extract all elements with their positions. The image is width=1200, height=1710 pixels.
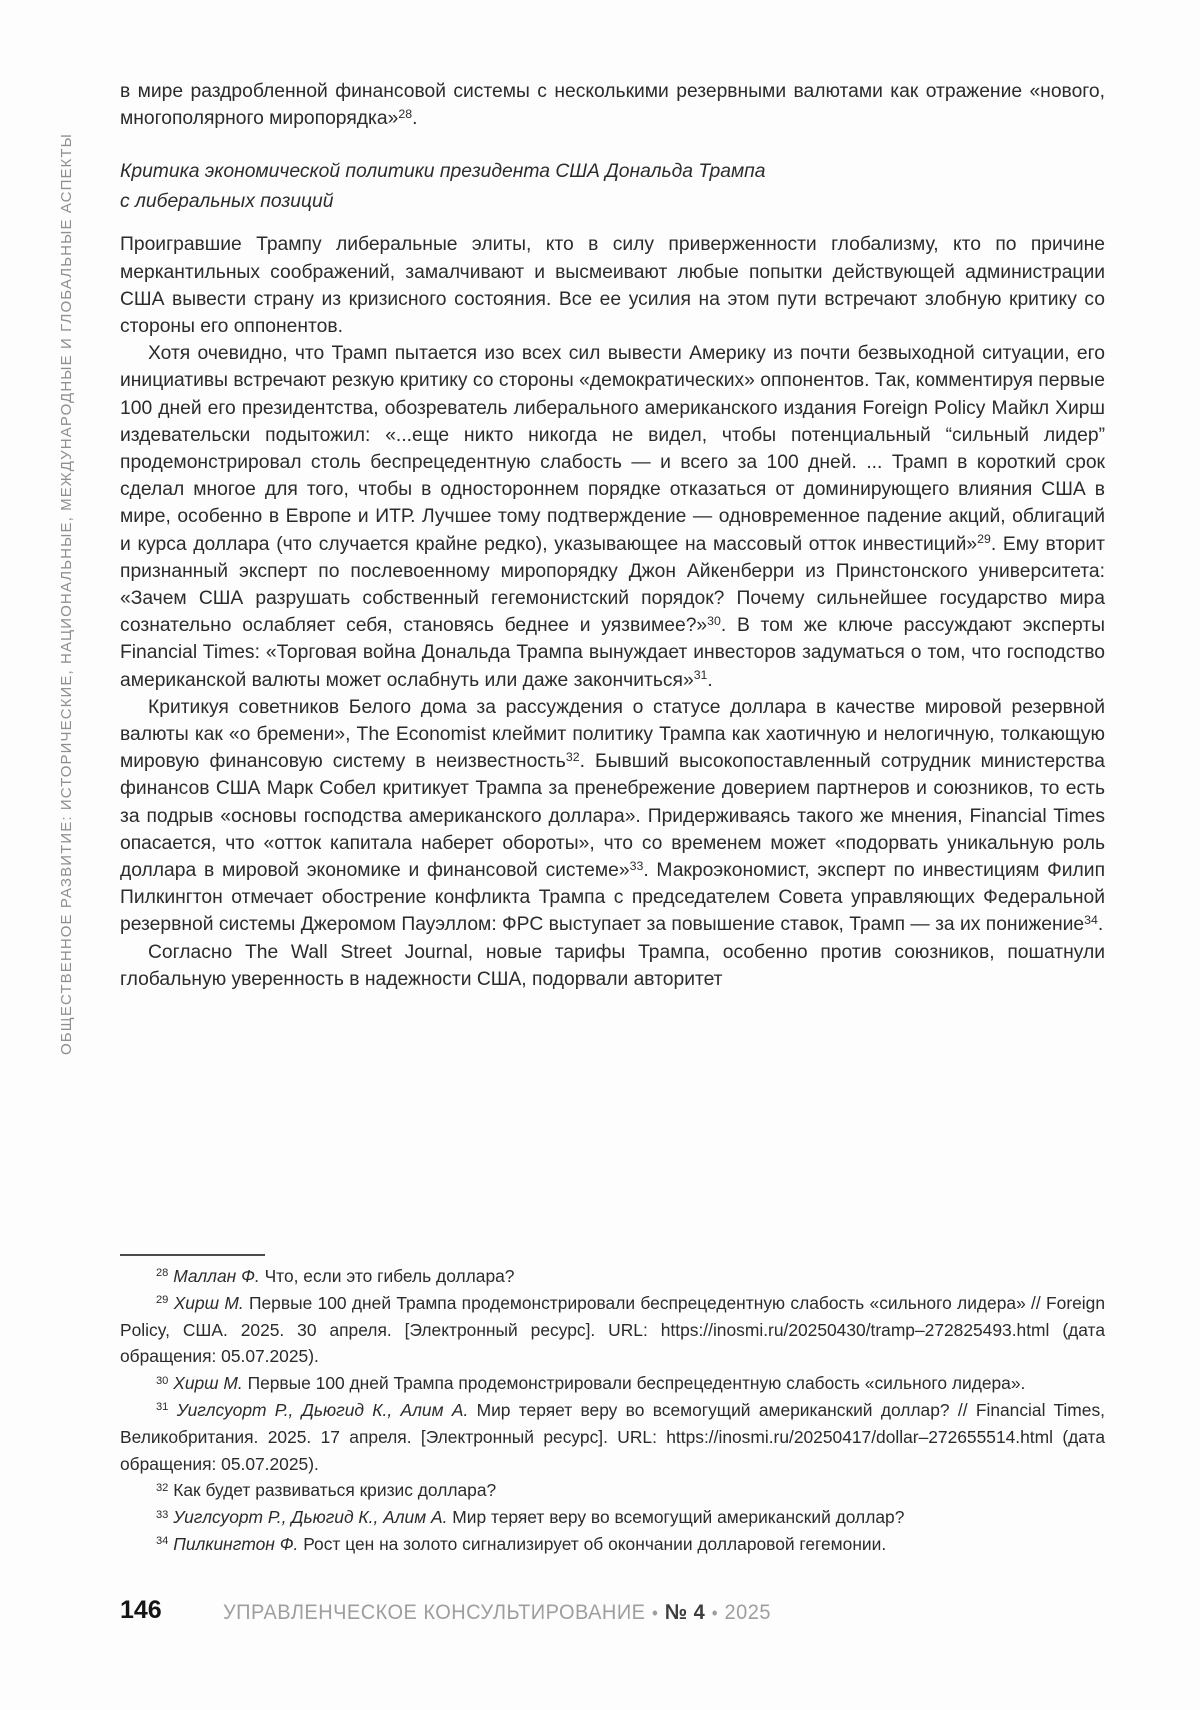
footnote-text: Как будет развиваться кризис доллара? [173, 1480, 497, 1501]
footnote-author: Уиглсуорт Р., Дьюгид К., Алим А. [176, 1399, 469, 1420]
text-run: . Макроэкономист, эксперт по инвестициям Филип Пилкингтон отмечает обострение конфликта Трампа с председателем Совета управляющих Федеральной резервной системы Джеромом Пауэллом: ФРС выступает за повышение ставок, Трамп — за их понижение [120, 860, 1106, 936]
footnote [120, 1263, 1105, 1290]
footnote-author: Маллан Ф. [173, 1266, 260, 1286]
footer-separator-dot: • [711, 1603, 719, 1623]
footnote [120, 1370, 1105, 1397]
journal-title: УПРАВЛЕНЧЕСКОЕ КОНСУЛЬТИРОВАНИЕ [223, 1600, 646, 1624]
footnote-marker: 33 [156, 1508, 169, 1521]
journal-issue-number: № 4 [664, 1600, 706, 1624]
text-run: с либеральных позиций [120, 191, 334, 213]
footnote-reference: 34 [1084, 913, 1098, 928]
footnote-text: Рост цен на золото сигнализирует об окончании долларовой гегемонии. [303, 1533, 887, 1554]
text-run: . Ему вторит признанный эксперт по послевоенному миропорядку Джон Айкенберри из Принстонского университета: «Зачем США разрушать собственный гегемонистский порядок? Почему сильнейшее государство мира сознательно ослабляет себя, становясь беднее и уязвимее?» [120, 533, 1105, 637]
article-text [120, 78, 1105, 993]
footnote-reference: 28 [398, 107, 413, 122]
sidebar-section-title: ОБЩЕСТВЕННОЕ РАЗВИТИЕ: ИСТОРИЧЕСКИЕ, НАЦИОНАЛЬНЫЕ, МЕЖДУНАРОДНЫЕ И ГЛОБАЛЬНЫЕ АСПЕКТЫ [58, 132, 75, 1055]
text-run: . В том же ключе рассуждают эксперты Financial Times: «Торговая война Дональда Трампа вынуждает инвесторов задуматься о том, что господство американской валюты может ослабнуть или даже закончиться» [120, 615, 1105, 691]
footnote [120, 1477, 1105, 1504]
footnote-marker: 30 [156, 1374, 169, 1387]
footer-separator-dot: • [651, 1603, 659, 1623]
footnote-author: Пилкингтон Ф. [173, 1533, 299, 1554]
footnote-reference: 33 [629, 858, 644, 873]
journal-year: 2025 [724, 1600, 771, 1624]
text-run: . [412, 108, 418, 130]
footnote-reference: 32 [565, 750, 580, 765]
footnote-text: Что, если это гибель доллара? [264, 1266, 515, 1286]
footnote-text: Первые 100 дней Трампа продемонстрировали беспрецедентную слабость «сильного лидера». [247, 1373, 1026, 1394]
footnotes-block [120, 1254, 1105, 1558]
text-run: Критикуя советников Белого дома за рассуждения о статусе доллара в качестве мировой резервной валюты как «о бремени», The Economist клеймит политику Трампа как хаотичную и нелогичную, толкающую мировую финансовую систему в неизвестность [120, 696, 1105, 773]
paragraph [120, 78, 1105, 132]
footnote-text: Мир теряет веру во всемогущий американский доллар? // Financial Times, Великобритания. 2025. 17 апреля. [Электронный ресурс]. URL: https://inosmi.ru/20250417/dollar–272655514.html (дата обращения: 05.07.2025). [120, 1399, 1105, 1474]
footnote-marker: 29 [156, 1294, 169, 1307]
text-run: в мире раздробленной финансовой системы с несколькими резервными валютами как отражение «нового, многополярного миропорядка» [120, 81, 1105, 130]
footnote-marker: 28 [156, 1267, 169, 1280]
footnote-reference: 29 [977, 532, 991, 547]
paragraph [120, 939, 1105, 993]
footnote-marker: 31 [156, 1401, 169, 1414]
journal-footer [223, 1600, 771, 1625]
paragraph [120, 694, 1105, 939]
text-run: Проигравшие Трампу либеральные элиты, кто в силу приверженности глобализму, кто по причине меркантильных соображений, замалчивают и высмеивают любые попытки действующей администрации США вывести страну из кризисного состояния. Все ее усилия на этом пути встречают злобную критику со стороны его оппонентов. [120, 234, 1105, 338]
text-run: . [707, 669, 713, 691]
footnote [120, 1290, 1105, 1370]
footnote-marker: 34 [156, 1535, 169, 1548]
section-subheading [120, 157, 1105, 217]
footnote-author: Хирш М. [173, 1292, 244, 1313]
footnote-separator [120, 1254, 265, 1256]
footnote-reference: 31 [693, 668, 708, 683]
footnote [120, 1397, 1105, 1477]
footnote-reference: 30 [707, 614, 721, 629]
page-number: 146 [120, 1596, 162, 1624]
text-run: . Бывший высокопоставленный сотрудник министерства финансов США Марк Собел критикует Трампа за пренебрежение доверием партнеров и союзников, то есть за подрыв «основы господства американского доллара». Придерживаясь такого же мнения, Financial Times опасается, что «отток капитала наберет обороты», что со временем может «подорвать уникальную роль доллара в мировой экономике и финансовой системе» [120, 751, 1105, 882]
footnote-author: Уиглсуорт Р., Дьюгид К., Алим А. [173, 1507, 448, 1528]
footnotes-list [120, 1263, 1105, 1558]
paragraph [120, 231, 1105, 340]
text-run: Согласно The Wall Street Journal, новые тарифы Трампа, особенно против союзников, пошатнули глобальную уверенность в надежности США, подорвали авторитет [120, 941, 1105, 990]
footnote-marker: 32 [156, 1481, 169, 1494]
footnote-text: Мир теряет веру во всемогущий американский доллар? [452, 1507, 905, 1528]
text-run: Критика экономической политики президента США Дональда Трампа [120, 161, 766, 183]
text-run: . [1097, 914, 1104, 936]
text-run: Хотя очевидно, что Трамп пытается изо всех сил вывести Америку из почти безвыходной ситуации, его инициативы встречают резкую критику со стороны «демократических» оппонентов. Так, комментируя первые 100 дней его президентства, обозреватель либерального американского издания Foreign Policy Майкл Хирш издевательски подытожил: «...еще никто никогда не видел, чтобы потенциальный “сильный лидер” продемонстрировал столь беспрецедентную слабость — и всего за 100 дней. ... Трамп в короткий срок сделал многое для того, чтобы в одностороннем порядке отказаться от доминирующего влияния США в мире, особенно в Европе и ИТР. Лучшее тому подтверждение — одновременное падение акций, облигаций и курса доллара (что случается крайне редко), указывающее на массовый отток инвестиций» [120, 343, 1105, 555]
footnote-text: Первые 100 дней Трампа продемонстрировали беспрецедентную слабость «сильного лидера» // Foreign Policy, США. 2025. 30 апреля. [Электронный ресурс]. URL: https://inosmi.ru/20250430/tramp–272825493.html (дата обращения: 05.07.2025). [120, 1292, 1105, 1367]
footnote [120, 1504, 1105, 1531]
paragraph [120, 340, 1105, 694]
footnote-author: Хирш М. [173, 1373, 243, 1394]
footnote [120, 1531, 1105, 1558]
